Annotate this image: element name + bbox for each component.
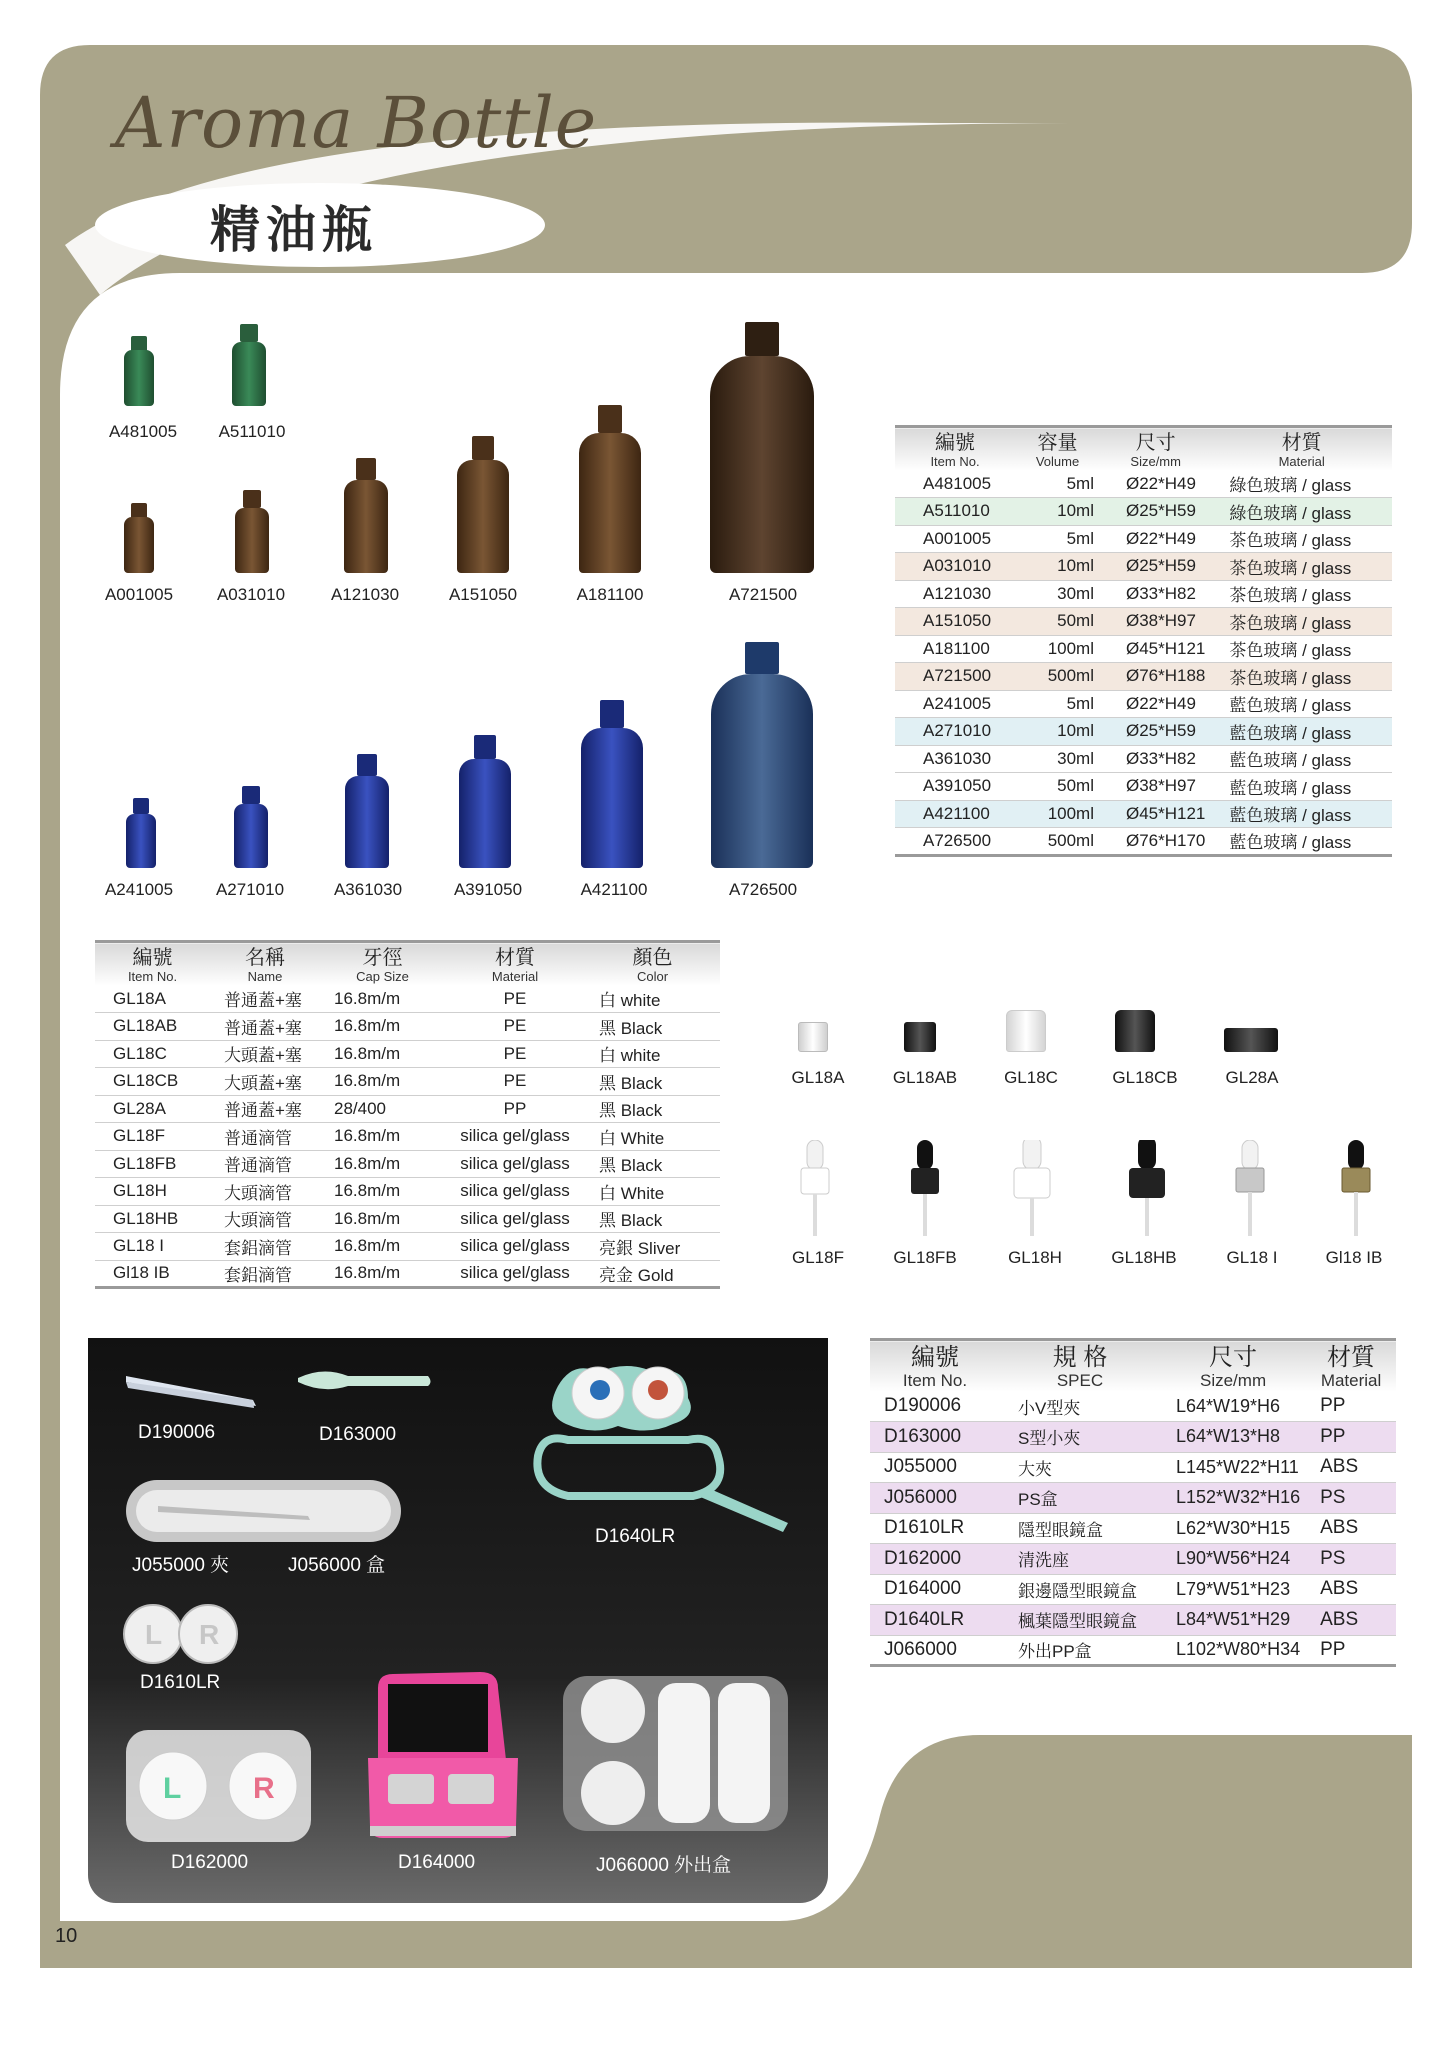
cell-volume: 5ml <box>1015 470 1100 498</box>
header-cap-size: 牙徑 Cap Size <box>320 942 445 986</box>
bottle-a241005 <box>126 798 156 868</box>
cell-size: L145*W22*H11 <box>1160 1452 1306 1483</box>
cell-material: silica gel/glass <box>445 1233 585 1261</box>
header-size: 尺寸 Size/mm <box>1100 427 1211 471</box>
cell-cap: 28/400 <box>320 1095 445 1123</box>
cell-color: 白 White <box>585 1123 720 1151</box>
label-d1640lr: D1640LR <box>595 1526 676 1547</box>
cell-size: Ø45*H121 <box>1100 635 1211 663</box>
cell-cap: 16.8m/m <box>320 985 445 1013</box>
cell-item: A001005 <box>895 525 1015 553</box>
table-row <box>895 718 1392 746</box>
header-color: 顏色 Color <box>585 942 720 986</box>
label-a181100: A181100 <box>576 585 644 604</box>
cell-material: 藍色玻璃 / glass <box>1211 773 1392 801</box>
label-a511010: A511010 <box>218 422 286 441</box>
cell-item: GL18CB <box>95 1068 210 1096</box>
bottle-a031010 <box>235 490 269 573</box>
cell-item: A421100 <box>895 800 1015 828</box>
cell-cap: 16.8m/m <box>320 1233 445 1261</box>
cell-item: A031010 <box>895 553 1015 581</box>
cell-cap: 16.8m/m <box>320 1205 445 1233</box>
cell-color: 黑 Black <box>585 1013 720 1041</box>
header-material: 材質 Material <box>445 942 585 986</box>
cell-cap: 16.8m/m <box>320 1150 445 1178</box>
label-d190006: D190006 <box>138 1422 216 1443</box>
table-row <box>870 1483 1396 1514</box>
table-row <box>95 1150 720 1178</box>
cell-size: Ø22*H49 <box>1100 525 1211 553</box>
label-gl28a: GL28A <box>1225 1068 1279 1087</box>
table-row <box>895 745 1392 773</box>
cell-material: ABS <box>1306 1605 1396 1636</box>
cell-spec: 隱型眼鏡盒 <box>1000 1513 1160 1544</box>
table-row <box>895 773 1392 801</box>
cell-size: Ø38*H97 <box>1100 608 1211 636</box>
cap-spec-table <box>95 940 720 1289</box>
cell-size: Ø38*H97 <box>1100 773 1211 801</box>
bottle-a391050 <box>459 735 511 868</box>
title-english: Aroma Bottle <box>115 82 598 164</box>
table-row <box>95 1040 720 1068</box>
label-d163000: D163000 <box>319 1424 397 1445</box>
cell-name: 普通蓋+塞 <box>210 1013 320 1041</box>
cell-material: PE <box>445 985 585 1013</box>
cell-material: 綠色玻璃 / glass <box>1211 470 1392 498</box>
bottle-a361030 <box>345 754 389 868</box>
label-gl18ib: Gl18 IB <box>1325 1248 1383 1267</box>
table-row <box>95 1013 720 1041</box>
cell-item: A361030 <box>895 745 1015 773</box>
cell-volume: 30ml <box>1015 745 1100 773</box>
cell-item: A121030 <box>895 580 1015 608</box>
bottle-a001005 <box>124 503 154 573</box>
cell-spec: 清洗座 <box>1000 1544 1160 1575</box>
cell-item: A271010 <box>895 718 1015 746</box>
cell-volume: 5ml <box>1015 525 1100 553</box>
table-row <box>95 1123 720 1151</box>
cell-material: PE <box>445 1013 585 1041</box>
cell-item: J055000 <box>870 1452 1000 1483</box>
dropper-gl18i-icon <box>1236 1140 1264 1236</box>
cap-gl18a <box>798 1022 828 1052</box>
cell-volume: 100ml <box>1015 800 1100 828</box>
cell-name: 套鋁滴管 <box>210 1233 320 1261</box>
label-j055000: J055000 夾 <box>132 1555 230 1576</box>
table-row <box>870 1422 1396 1453</box>
cell-material: PP <box>1306 1391 1396 1422</box>
case-j066000-icon <box>563 1676 788 1831</box>
dropper-gl18fb-icon <box>911 1140 939 1236</box>
label-a271010: A271010 <box>215 880 285 899</box>
title-chinese: 精油瓶 <box>210 201 378 259</box>
cell-color: 白 White <box>585 1178 720 1206</box>
table-row <box>870 1391 1396 1422</box>
table-row <box>870 1513 1396 1544</box>
cell-spec: PS盒 <box>1000 1483 1160 1514</box>
label-a421100: A421100 <box>580 880 648 899</box>
table-row <box>95 985 720 1013</box>
cell-size: L102*W80*H34 <box>1160 1635 1306 1666</box>
cell-size: L90*W56*H24 <box>1160 1544 1306 1575</box>
cell-size: Ø45*H121 <box>1100 800 1211 828</box>
cell-material: 綠色玻璃 / glass <box>1211 498 1392 526</box>
table-row <box>895 580 1392 608</box>
label-gl18c: GL18C <box>1004 1068 1058 1087</box>
header-spec: 規 格 SPEC <box>1000 1340 1160 1392</box>
cell-item: D1610LR <box>870 1513 1000 1544</box>
table-header-row <box>95 942 720 986</box>
cell-spec: 大夾 <box>1000 1452 1160 1483</box>
cell-material: silica gel/glass <box>445 1150 585 1178</box>
cap-gl28a <box>1224 1028 1278 1052</box>
cell-material: 茶色玻璃 / glass <box>1211 553 1392 581</box>
header-item-no: 編號 Item No. <box>95 942 210 986</box>
cell-name: 大頭蓋+塞 <box>210 1040 320 1068</box>
label-j056000: J056000 盒 <box>288 1555 386 1576</box>
table-row <box>95 1260 720 1288</box>
cell-item: D164000 <box>870 1574 1000 1605</box>
dropper-gl18hb-icon <box>1129 1140 1165 1236</box>
cell-size: L64*W13*H8 <box>1160 1422 1306 1453</box>
table-row <box>895 635 1392 663</box>
cell-item: D190006 <box>870 1391 1000 1422</box>
table-row <box>870 1544 1396 1575</box>
cell-cap: 16.8m/m <box>320 1123 445 1151</box>
case-d162000-icon <box>126 1730 311 1842</box>
label-gl18hb: GL18HB <box>1111 1248 1177 1267</box>
table-row <box>895 553 1392 581</box>
label-a481005: A481005 <box>108 422 178 441</box>
cell-item: GL18F <box>95 1123 210 1151</box>
cell-color: 亮金 Gold <box>585 1260 720 1288</box>
bottle-a481005 <box>124 336 154 406</box>
label-gl18f: GL18F <box>792 1248 844 1267</box>
accessory-spec-table <box>870 1338 1396 1667</box>
cell-item: GL18 I <box>95 1233 210 1261</box>
bottle-spec-table <box>895 425 1392 857</box>
cell-item: GL18C <box>95 1040 210 1068</box>
table-header-row <box>895 427 1392 471</box>
label-a121030: A121030 <box>330 585 400 604</box>
cell-material: ABS <box>1306 1513 1396 1544</box>
header-volume: 容量 Volume <box>1015 427 1100 471</box>
cell-volume: 10ml <box>1015 553 1100 581</box>
case-d1610lr-icon <box>124 1605 237 1663</box>
cell-material: PE <box>445 1040 585 1068</box>
cell-name: 大頭蓋+塞 <box>210 1068 320 1096</box>
cell-material: PP <box>1306 1422 1396 1453</box>
label-gl18ab: GL18AB <box>892 1068 958 1087</box>
cell-size: L84*W51*H29 <box>1160 1605 1306 1636</box>
table-row <box>895 470 1392 498</box>
cell-item: A721500 <box>895 663 1015 691</box>
cell-name: 大頭滴管 <box>210 1178 320 1206</box>
table-row <box>95 1178 720 1206</box>
cell-material: silica gel/glass <box>445 1205 585 1233</box>
label-gl18i: GL18 I <box>1226 1248 1278 1267</box>
cell-color: 黑 Black <box>585 1095 720 1123</box>
cell-material: PE <box>445 1068 585 1096</box>
label-a721500: A721500 <box>728 585 798 604</box>
dropper-row <box>770 1140 1410 1250</box>
cell-size: Ø76*H188 <box>1100 663 1211 691</box>
header-item-no: 編號 Item No. <box>870 1340 1000 1392</box>
cell-color: 黑 Black <box>585 1068 720 1096</box>
cell-item: GL18AB <box>95 1013 210 1041</box>
cell-item: D163000 <box>870 1422 1000 1453</box>
cell-item: J056000 <box>870 1483 1000 1514</box>
label-a031010: A031010 <box>216 585 286 604</box>
cell-size: L62*W30*H15 <box>1160 1513 1306 1544</box>
header-size: 尺寸 Size/mm <box>1160 1340 1306 1392</box>
cell-color: 白 white <box>585 985 720 1013</box>
svg-text:R: R <box>199 1619 220 1650</box>
label-gl18h: GL18H <box>1008 1248 1062 1267</box>
cell-cap: 16.8m/m <box>320 1260 445 1288</box>
table-row <box>895 498 1392 526</box>
tweezer-d163000-icon <box>298 1371 431 1389</box>
bottle-a721500 <box>710 322 814 573</box>
cell-name: 普通蓋+塞 <box>210 985 320 1013</box>
table-row <box>870 1452 1396 1483</box>
cell-color: 黑 Black <box>585 1150 720 1178</box>
cell-volume: 50ml <box>1015 608 1100 636</box>
cell-spec: 小V型夾 <box>1000 1391 1160 1422</box>
bottle-a151050 <box>457 436 509 573</box>
table-header-row <box>870 1340 1396 1392</box>
cell-volume: 5ml <box>1015 690 1100 718</box>
cell-size: L152*W32*H16 <box>1160 1483 1306 1514</box>
cell-item: A511010 <box>895 498 1015 526</box>
cell-material: silica gel/glass <box>445 1178 585 1206</box>
header-name: 名稱 Name <box>210 942 320 986</box>
cell-material: 茶色玻璃 / glass <box>1211 580 1392 608</box>
svg-text:L: L <box>145 1619 163 1650</box>
cell-name: 套鋁滴管 <box>210 1260 320 1288</box>
cell-item: A241005 <box>895 690 1015 718</box>
cell-size: Ø22*H49 <box>1100 690 1211 718</box>
cell-material: ABS <box>1306 1452 1396 1483</box>
dropper-gl18h-icon <box>1014 1140 1050 1236</box>
cap-gl18cb <box>1115 1010 1155 1052</box>
cell-spec: 楓葉隱型眼鏡盒 <box>1000 1605 1160 1636</box>
cell-spec: 銀邊隱型眼鏡盒 <box>1000 1574 1160 1605</box>
table-row <box>895 828 1392 856</box>
cell-material: 茶色玻璃 / glass <box>1211 663 1392 691</box>
cell-name: 普通滴管 <box>210 1150 320 1178</box>
cell-volume: 500ml <box>1015 828 1100 856</box>
bottle-a511010 <box>232 324 266 406</box>
bottle-a421100 <box>581 700 643 868</box>
table-row <box>870 1605 1396 1636</box>
table-row <box>95 1068 720 1096</box>
cell-color: 亮銀 Sliver <box>585 1233 720 1261</box>
cell-volume: 500ml <box>1015 663 1100 691</box>
table-row <box>95 1205 720 1233</box>
cell-item: A151050 <box>895 608 1015 636</box>
table-row <box>870 1574 1396 1605</box>
cell-item: Gl18 IB <box>95 1260 210 1288</box>
cell-material: PP <box>1306 1635 1396 1666</box>
label-a241005: A241005 <box>104 880 174 899</box>
cell-item: GL28A <box>95 1095 210 1123</box>
cell-size: Ø25*H59 <box>1100 498 1211 526</box>
cell-item: A481005 <box>895 470 1015 498</box>
cap-gl18c <box>1006 1010 1046 1052</box>
cell-material: silica gel/glass <box>445 1260 585 1288</box>
bottle-a181100 <box>579 405 641 573</box>
label-j066000: J066000 外出盒 <box>596 1855 732 1876</box>
svg-text:L: L <box>163 1772 182 1805</box>
cell-cap: 16.8m/m <box>320 1068 445 1096</box>
cell-volume: 50ml <box>1015 773 1100 801</box>
cell-name: 大頭滴管 <box>210 1205 320 1233</box>
cell-color: 黑 Black <box>585 1205 720 1233</box>
cell-material: 藍色玻璃 / glass <box>1211 690 1392 718</box>
cap-gl18ab <box>904 1022 936 1052</box>
case-d1640lr-icon <box>537 1366 788 1532</box>
cell-size: L79*W51*H23 <box>1160 1574 1306 1605</box>
label-gl18a: GL18A <box>791 1068 845 1087</box>
cell-spec: S型小夾 <box>1000 1422 1160 1453</box>
table-row <box>895 800 1392 828</box>
cell-size: Ø25*H59 <box>1100 718 1211 746</box>
cell-material: ABS <box>1306 1574 1396 1605</box>
dropper-gl18ib-icon <box>1342 1140 1370 1236</box>
header-item-no: 編號 Item No. <box>895 427 1015 471</box>
svg-text:R: R <box>253 1772 275 1805</box>
cell-material: 藍色玻璃 / glass <box>1211 800 1392 828</box>
cell-material: 茶色玻璃 / glass <box>1211 608 1392 636</box>
cell-volume: 10ml <box>1015 718 1100 746</box>
cell-name: 普通滴管 <box>210 1123 320 1151</box>
cell-material: PP <box>445 1095 585 1123</box>
cell-material: PS <box>1306 1544 1396 1575</box>
cell-item: A181100 <box>895 635 1015 663</box>
cell-item: GL18FB <box>95 1150 210 1178</box>
case-d164000-icon <box>368 1672 518 1838</box>
page-number: 10 <box>55 1925 78 1947</box>
cell-size: Ø76*H170 <box>1100 828 1211 856</box>
label-gl18cb: GL18CB <box>1112 1068 1178 1087</box>
table-row <box>895 608 1392 636</box>
cell-size: Ø33*H82 <box>1100 745 1211 773</box>
accessory-showcase <box>88 1338 828 1903</box>
cell-size: Ø22*H49 <box>1100 470 1211 498</box>
cell-material: PS <box>1306 1483 1396 1514</box>
label-d162000: D162000 <box>171 1852 249 1873</box>
table-row <box>895 525 1392 553</box>
label-a151050: A151050 <box>448 585 518 604</box>
cell-size: Ø25*H59 <box>1100 553 1211 581</box>
label-gl18fb: GL18FB <box>893 1248 957 1267</box>
case-j056000-icon <box>126 1480 401 1542</box>
cell-material: 藍色玻璃 / glass <box>1211 745 1392 773</box>
bottle-a121030 <box>344 458 388 573</box>
table-row <box>895 690 1392 718</box>
bottle-a271010 <box>234 786 268 868</box>
cell-item: GL18H <box>95 1178 210 1206</box>
tweezer-d190006-icon <box>126 1376 256 1408</box>
table-row <box>95 1233 720 1261</box>
dropper-gl18f-icon <box>801 1140 829 1236</box>
header-material: 材質 Material <box>1306 1340 1396 1392</box>
cell-color: 白 white <box>585 1040 720 1068</box>
label-a001005: A001005 <box>104 585 174 604</box>
cell-spec: 外出PP盒 <box>1000 1635 1160 1666</box>
table-row <box>95 1095 720 1123</box>
cell-volume: 10ml <box>1015 498 1100 526</box>
bottle-a726500 <box>711 642 813 868</box>
cell-item: A391050 <box>895 773 1015 801</box>
cell-material: 茶色玻璃 / glass <box>1211 525 1392 553</box>
label-a391050: A391050 <box>453 880 523 899</box>
cell-material: 藍色玻璃 / glass <box>1211 828 1392 856</box>
cell-size: Ø33*H82 <box>1100 580 1211 608</box>
label-a361030: A361030 <box>333 880 403 899</box>
table-row <box>870 1635 1396 1666</box>
label-d1610lr: D1610LR <box>140 1672 221 1693</box>
cell-material: silica gel/glass <box>445 1123 585 1151</box>
cell-volume: 30ml <box>1015 580 1100 608</box>
cell-name: 普通蓋+塞 <box>210 1095 320 1123</box>
cell-item: GL18HB <box>95 1205 210 1233</box>
cell-material: 藍色玻璃 / glass <box>1211 718 1392 746</box>
table-row <box>895 663 1392 691</box>
label-d164000: D164000 <box>398 1852 476 1873</box>
cell-cap: 16.8m/m <box>320 1013 445 1041</box>
cell-item: A726500 <box>895 828 1015 856</box>
cell-material: 茶色玻璃 / glass <box>1211 635 1392 663</box>
label-a726500: A726500 <box>728 880 798 899</box>
cell-volume: 100ml <box>1015 635 1100 663</box>
cell-cap: 16.8m/m <box>320 1178 445 1206</box>
cell-size: L64*W19*H6 <box>1160 1391 1306 1422</box>
cell-item: D1640LR <box>870 1605 1000 1636</box>
header-material: 材質 Material <box>1211 427 1392 471</box>
cell-item: D162000 <box>870 1544 1000 1575</box>
cell-item: GL18A <box>95 985 210 1013</box>
cell-item: J066000 <box>870 1635 1000 1666</box>
cell-cap: 16.8m/m <box>320 1040 445 1068</box>
